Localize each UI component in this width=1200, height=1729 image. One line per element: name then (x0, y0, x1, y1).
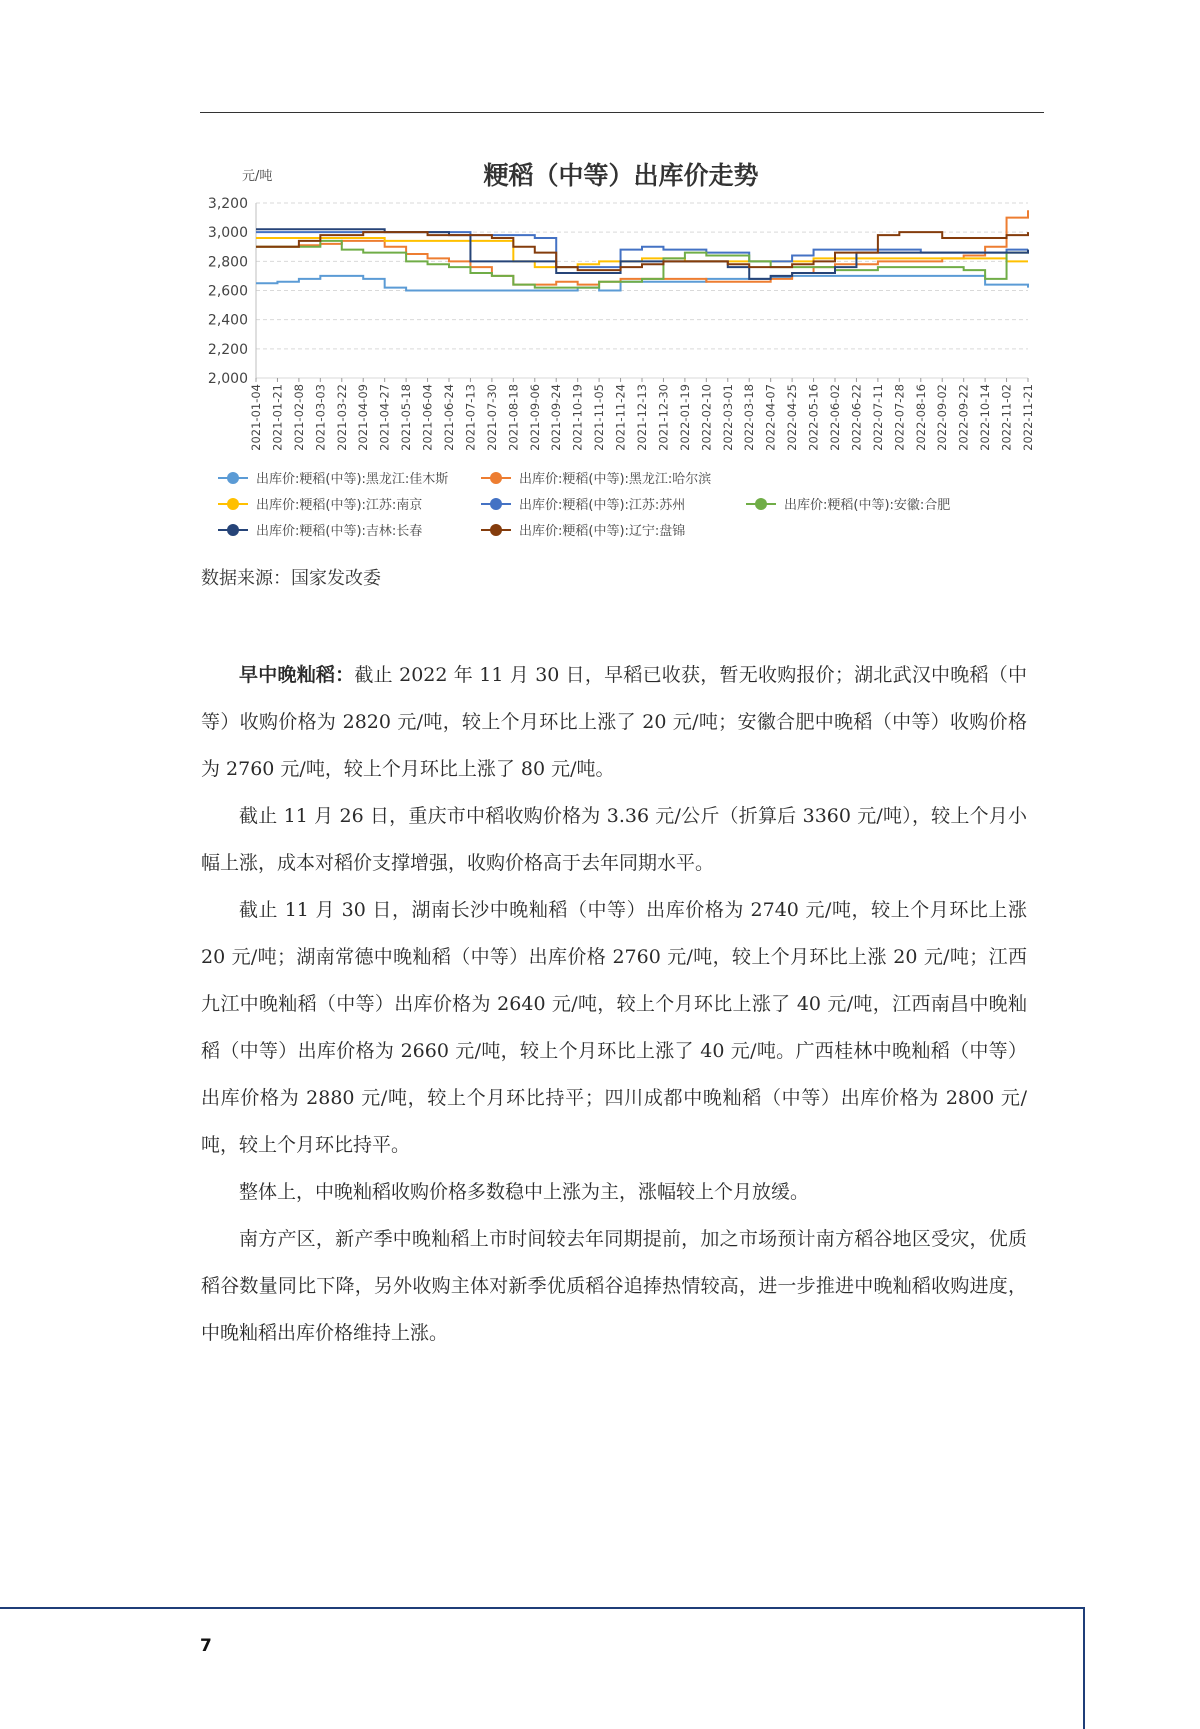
x-tick-label: 2021-07-30 (484, 384, 499, 451)
data-source: 数据来源：国家发改委 (201, 568, 381, 589)
legend-swatch-dot (227, 472, 239, 484)
x-tick-label: 2022-06-22 (849, 384, 864, 451)
y-tick-label: 3,000 (207, 225, 248, 242)
legend-label: 出库价:粳稻(中等):吉林:长春 (256, 524, 423, 539)
x-tick-label: 2022-04-07 (763, 384, 778, 451)
x-tick-label: 2021-10-19 (570, 384, 585, 451)
x-tick-label: 2022-01-19 (677, 384, 692, 451)
paragraph (201, 793, 1027, 887)
x-tick-label: 2021-01-21 (270, 384, 285, 451)
body-text (201, 652, 1027, 1357)
x-tick-label: 2021-11-24 (613, 384, 628, 451)
paragraph-text: 截止 11 月 26 日，重庆市中稻收购价格为 3.36 元/公斤（折算后 3360 元/吨），较上个月小幅上涨，成本对稻价支撑增强，收购价格高于去年同期水平。 (201, 805, 1027, 874)
x-tick-label: 2022-08-16 (913, 384, 928, 451)
x-tick-label: 2021-01-04 (249, 384, 263, 451)
legend-swatch-dot (755, 498, 767, 510)
page-number: 7 (200, 1636, 212, 1656)
y-tick-label: 2,200 (207, 341, 248, 358)
x-tick-label: 2022-03-01 (720, 384, 735, 451)
x-tick-label: 2021-12-13 (635, 384, 649, 451)
x-tick-label: 2022-03-18 (742, 384, 757, 451)
x-tick-label: 2021-08-18 (506, 384, 521, 451)
x-tick-label: 2021-06-24 (442, 384, 456, 451)
x-tick-label: 2021-09-06 (527, 384, 542, 451)
x-tick-label: 2022-11-02 (999, 384, 1014, 451)
series-line (256, 229, 1028, 279)
x-tick-label: 2022-04-25 (785, 384, 800, 451)
x-tick-label: 2021-03-22 (334, 384, 349, 451)
x-tick-label: 2022-07-11 (870, 384, 885, 451)
x-tick-label: 2022-07-28 (892, 384, 907, 451)
paragraph (201, 1169, 1027, 1216)
x-tick-label: 2022-02-10 (699, 384, 714, 451)
legend-swatch-dot (490, 472, 502, 484)
x-tick-label: 2021-07-13 (463, 384, 478, 451)
paragraph-text: 截止 11 月 30 日，湖南长沙中晚籼稻（中等）出库价格为 2740 元/吨，较上个月环比上涨 20 元/吨；湖南常德中晚籼稻（中等）出库价格 2760 元/吨，较上个月环比上涨 20 元/吨；江西九江中晚籼稻（中等）出库价格为 2640 元/吨，较上个月环比上涨了 40 元/吨，江西南昌中晚籼稻（中等）出库价格为 2660 元/吨，较上个月环比上涨了 40 元/吨。广西桂林中晚籼稻（中等）出库价格为 2880 元/吨，较上个月环比持平；四川成都中晚籼稻（中等）出库价格为 2800 元/吨，较上个月环比持平。 (201, 899, 1027, 1156)
x-tick-label: 2022-05-16 (806, 384, 821, 451)
paragraph-lead: 早中晚籼稻： (239, 664, 355, 686)
y-tick-label: 2,600 (207, 283, 248, 300)
x-tick-label: 2022-11-21 (1021, 384, 1035, 451)
x-tick-label: 2021-09-24 (549, 384, 564, 451)
legend-label: 出库价:粳稻(中等):安徽:合肥 (784, 498, 951, 513)
paragraph-text: 截止 2022 年 11 月 30 日，早稻已收获，暂无收购报价；湖北武汉中晚稻（中等）收购价格为 2820 元/吨，较上个月环比上涨了 20 元/吨；安徽合肥中晚稻（中等）收购价格为 2760 元/吨，较上个月环比上涨了 80 元/吨。 (201, 664, 1027, 780)
legend-swatch-dot (490, 524, 502, 536)
footer-frame (0, 1607, 1085, 1729)
x-tick-label: 2022-09-22 (956, 384, 971, 451)
legend-swatch-dot (490, 498, 502, 510)
y-tick-label: 3,200 (207, 196, 248, 212)
x-tick-label: 2021-02-08 (291, 384, 306, 451)
x-tick-label: 2022-06-02 (828, 384, 842, 451)
paragraph-text: 南方产区，新产季中晚籼稻上市时间较去年同期提前，加之市场预计南方稻谷地区受灾，优质稻谷数量同比下降，另外收购主体对新季优质稻谷追捧热情较高，进一步推进中晚籼稻收购进度，中晚籼稻出库价格维持上涨。 (201, 1228, 1027, 1344)
header-rule (200, 112, 1044, 113)
legend-swatch-dot (227, 524, 239, 536)
y-tick-label: 2,000 (207, 371, 248, 387)
legend-label: 出库价:粳稻(中等):江苏:南京 (256, 498, 423, 513)
price-trend-chart (196, 148, 1042, 548)
x-tick-label: 2021-04-27 (377, 384, 392, 451)
x-tick-label: 2021-11-05 (592, 384, 607, 451)
legend-label: 出库价:粳稻(中等):辽宁:盘锦 (519, 524, 686, 539)
x-tick-label: 2021-06-04 (420, 384, 435, 451)
legend-label: 出库价:粳稻(中等):江苏:苏州 (519, 498, 686, 513)
paragraph (201, 1216, 1027, 1357)
y-tick-label: 2,800 (207, 254, 248, 271)
paragraph (201, 887, 1027, 1169)
x-tick-label: 2021-04-09 (356, 384, 371, 451)
chart-title: 粳稻（中等）出库价走势 (483, 161, 759, 190)
paragraph-text: 整体上，中晚籼稻收购价格多数稳中上涨为主，涨幅较上个月放缓。 (239, 1181, 810, 1203)
y-axis-unit: 元/吨 (242, 169, 273, 184)
legend-label: 出库价:粳稻(中等):黑龙江:佳木斯 (256, 472, 449, 487)
x-tick-label: 2021-12-30 (656, 384, 671, 451)
legend-label: 出库价:粳稻(中等):黑龙江:哈尔滨 (519, 472, 712, 487)
x-tick-label: 2021-05-18 (399, 384, 414, 451)
y-tick-label: 2,400 (207, 312, 248, 329)
paragraph (201, 652, 1027, 793)
x-tick-label: 2021-03-03 (313, 384, 328, 451)
legend-swatch-dot (227, 498, 239, 510)
x-tick-label: 2022-10-14 (978, 384, 993, 451)
x-tick-label: 2022-09-02 (935, 384, 950, 451)
